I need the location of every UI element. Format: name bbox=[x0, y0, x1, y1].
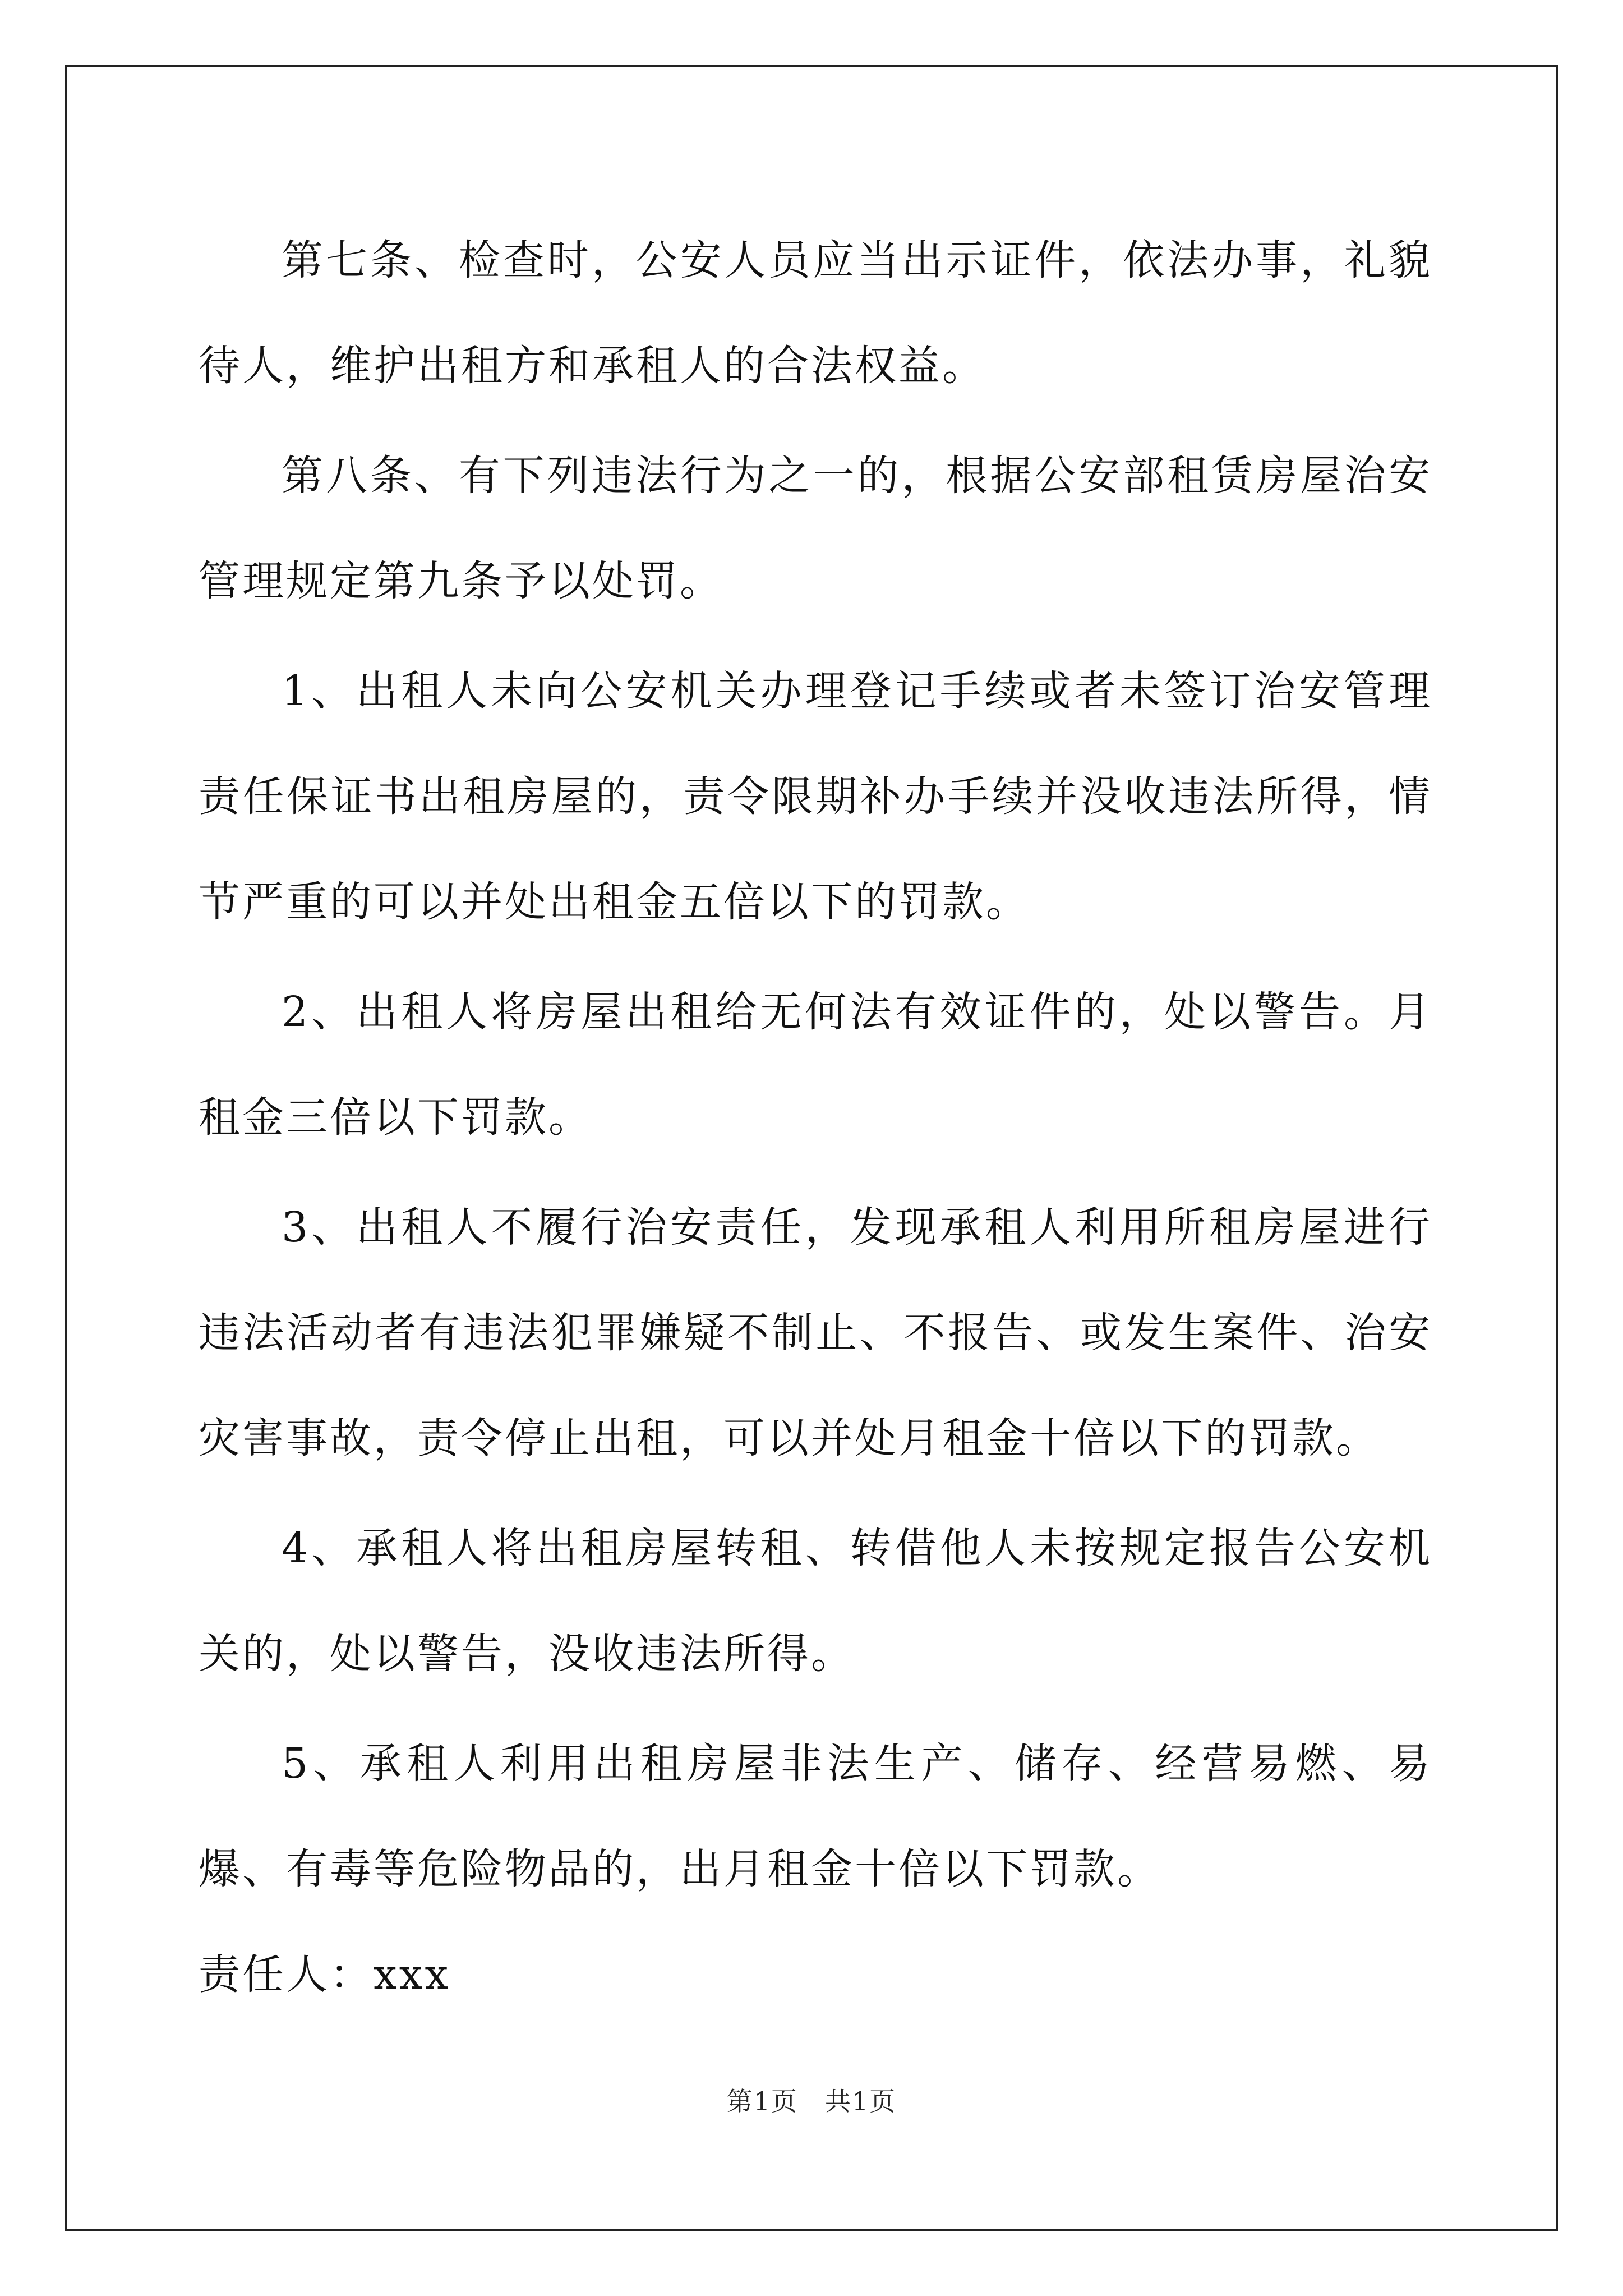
paragraph-item-3: 3、出租人不履行治安责任，发现承租人利用所租房屋进行违法活动者有违法犯罪嫌疑不制止、不报告、或发生案件、治安灾害事故，责令停止出租，可以并处月租金十倍以下的罚款。 bbox=[199, 1203, 1432, 1462]
paragraph-item-5: 5、承租人利用出租房屋非法生产、储存、经营易燃、易爆、有毒等危险物品的，出月租金十倍以下罚款。 bbox=[199, 1740, 1432, 1893]
paragraph-item-2: 2、出租人将房屋出租给无何法有效证件的，处以警告。月租金三倍以下罚款。 bbox=[199, 988, 1432, 1142]
page-footer: 第1页 共1页 bbox=[726, 2086, 897, 2116]
document-body bbox=[199, 208, 1432, 2027]
paragraph-item-1: 1、出租人未向公安机关办理登记手续或者未签订治安管理责任保证书出租房屋的，责令限期补办手续并没收违法所得，情节严重的可以并处出租金五倍以下的罚款。 bbox=[199, 667, 1432, 926]
paragraph-article-7: 第七条、检查时，公安人员应当出示证件，依法办事，礼貌待人，维护出租方和承租人的合法权益。 bbox=[199, 236, 1432, 390]
responsible-person: 责任人：xxx bbox=[199, 1950, 451, 1999]
paragraph-item-4: 4、承租人将出租房屋转租、转借他人未按规定报告公安机关的，处以警告，没收违法所得。 bbox=[199, 1524, 1432, 1678]
paragraph-article-8: 第八条、有下列违法行为之一的，根据公安部租赁房屋治安管理规定第九条予以处罚。 bbox=[199, 452, 1432, 605]
